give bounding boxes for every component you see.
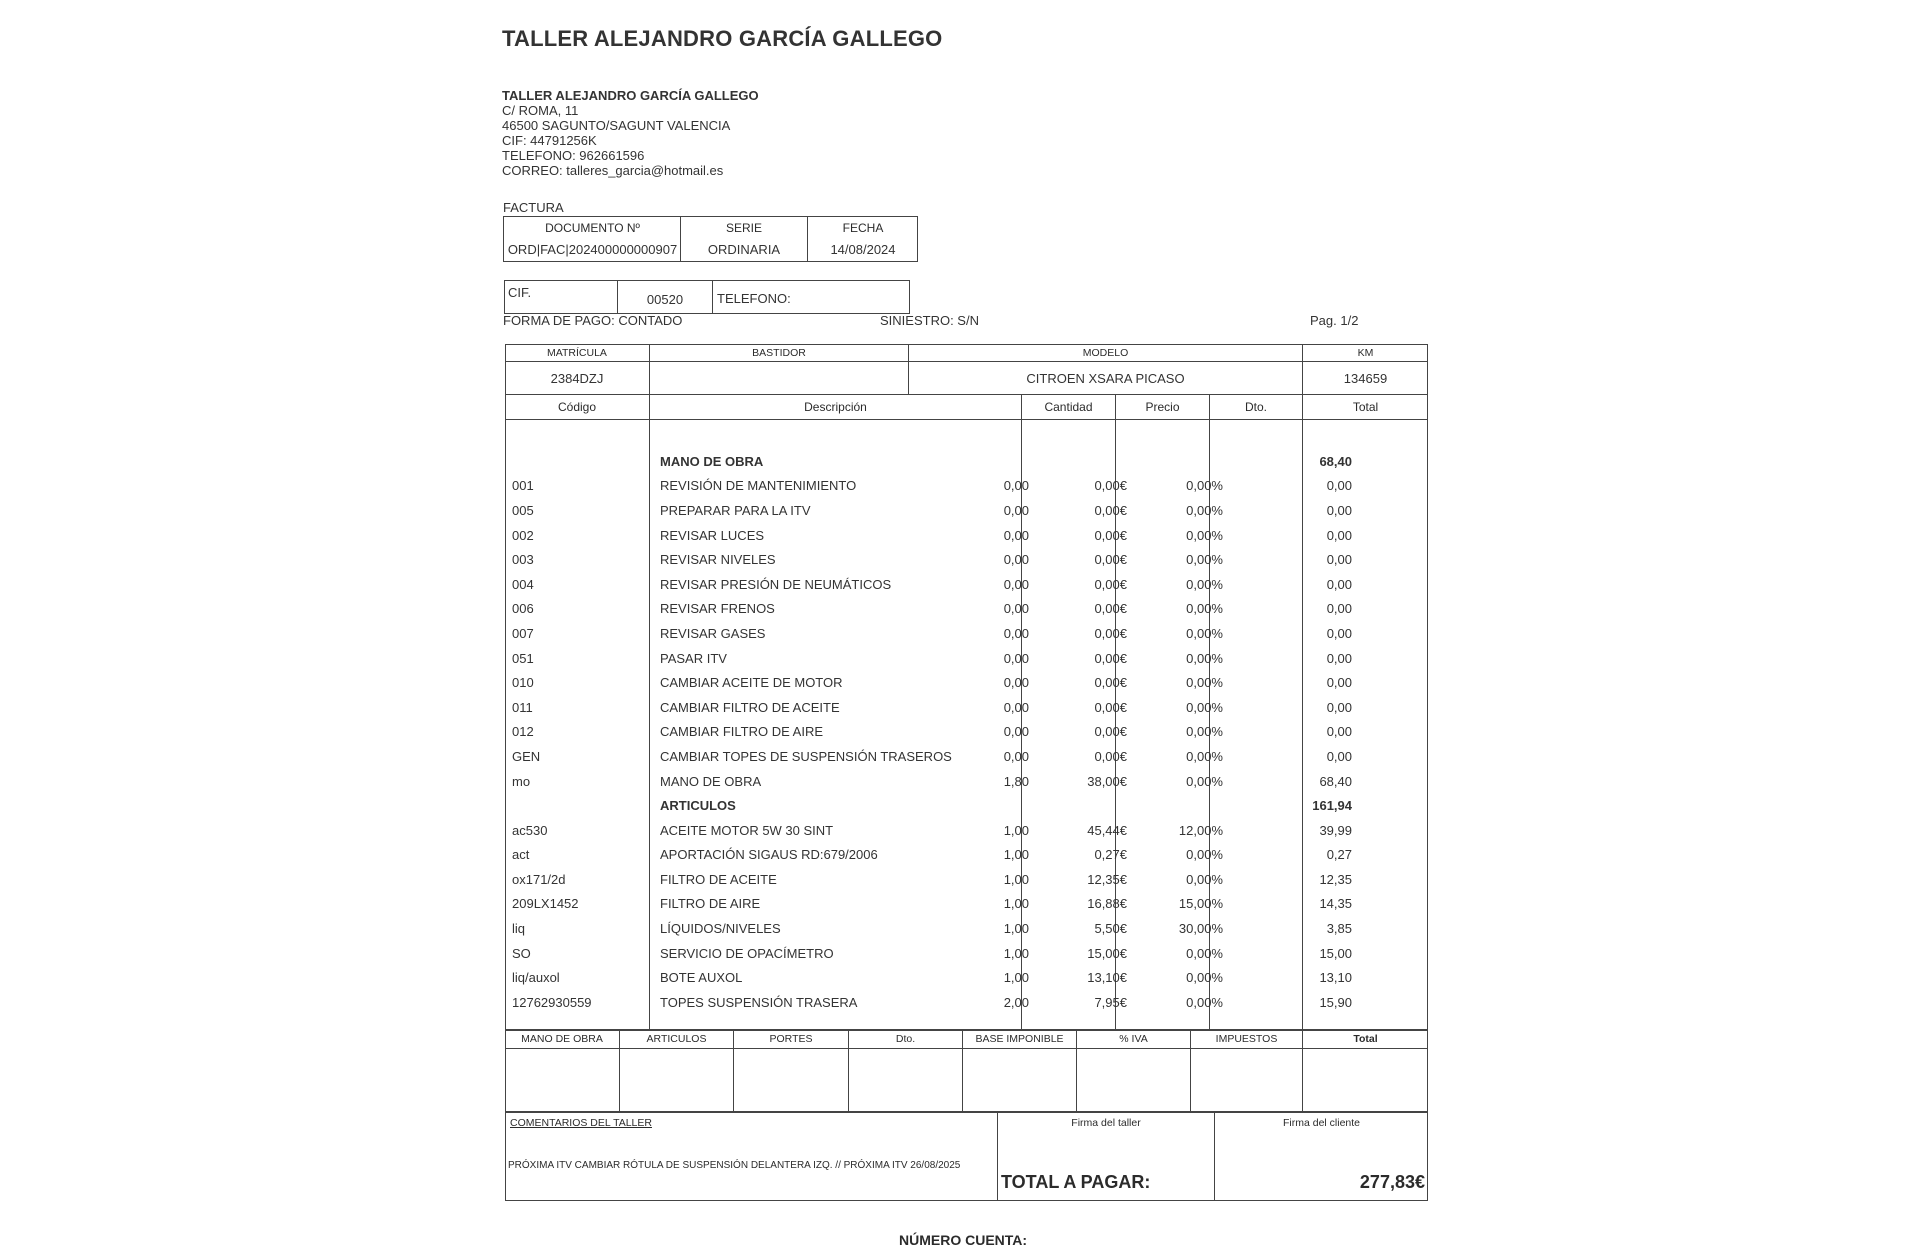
table-row	[507, 621, 1356, 646]
item-discount	[1131, 449, 1227, 474]
account-number-label: NÚMERO CUENTA:	[899, 1232, 1028, 1248]
item-code: mo	[512, 773, 531, 789]
table-row	[507, 990, 1356, 1015]
item-quantity: 2,00	[1003, 994, 1029, 1010]
table-row	[507, 474, 1356, 499]
km-value: 134659	[1343, 371, 1388, 386]
item-code	[507, 449, 655, 474]
item-description: APORTACIÓN SIGAUS RD:679/2006	[660, 847, 878, 863]
table-row	[507, 720, 1356, 745]
item-quantity: 0,00	[1003, 502, 1029, 518]
sum-dto: Dto.	[895, 1033, 916, 1045]
item-description: BOTE AUXOL	[660, 970, 743, 986]
item-price: 16,88€	[1087, 896, 1127, 912]
item-total: 13,10	[1319, 970, 1352, 986]
item-quantity: 0,00	[1003, 527, 1029, 543]
table-row	[507, 941, 1356, 966]
item-total: 0,00	[1326, 552, 1352, 568]
item-total: 0,00	[1326, 576, 1352, 592]
page-title: TALLER ALEJANDRO GARCÍA GALLEGO	[502, 26, 943, 51]
item-description: PREPARAR PARA LA ITV	[660, 502, 811, 518]
item-quantity: 1,00	[1003, 847, 1029, 863]
item-price: 0,00€	[1094, 650, 1127, 666]
km-header: KM	[1357, 347, 1374, 359]
item-code: 002	[512, 527, 534, 543]
section-row	[507, 793, 1356, 818]
table-row	[507, 597, 1356, 622]
item-code: 010	[512, 675, 534, 691]
item-code: act	[512, 847, 530, 863]
col-precio: Precio	[1145, 400, 1180, 414]
item-discount: 0,00%	[1186, 994, 1223, 1010]
item-total: 0,00	[1326, 502, 1352, 518]
item-total: 0,27	[1326, 847, 1352, 863]
item-total: 0,00	[1326, 527, 1352, 543]
item-price: 38,00€	[1087, 773, 1127, 789]
matricula-header: MATRÍCULA	[547, 347, 607, 359]
item-code: 005	[512, 502, 534, 518]
item-discount: 0,00%	[1186, 699, 1223, 715]
modelo-header: MODELO	[1082, 347, 1129, 359]
item-quantity: 1,80	[1003, 773, 1029, 789]
item-quantity: 0,00	[1003, 650, 1029, 666]
item-code: liq/auxol	[512, 970, 560, 986]
total-due-label: TOTAL A PAGAR:	[1001, 1172, 1151, 1192]
item-total: 0,00	[1326, 748, 1352, 764]
table-row	[507, 769, 1356, 794]
item-price	[1033, 449, 1131, 474]
table-row	[507, 744, 1356, 769]
item-code: 001	[512, 478, 534, 494]
item-description: FILTRO DE AIRE	[660, 896, 761, 912]
total-due-value: 277,83€	[1359, 1172, 1425, 1192]
item-total: 0,00	[1326, 478, 1352, 494]
payment-method: FORMA DE PAGO: CONTADO	[503, 313, 683, 328]
page-number: Pag. 1/2	[1310, 313, 1359, 328]
table-row	[507, 818, 1356, 843]
company-name: TALLER ALEJANDRO GARCÍA GALLEGO	[502, 88, 759, 103]
sum-mano-obra: MANO DE OBRA	[521, 1033, 603, 1045]
item-description: SERVICIO DE OPACÍMETRO	[660, 945, 834, 961]
client-cif-label: CIF.	[508, 285, 532, 300]
fecha-value: 14/08/2024	[830, 242, 896, 257]
item-discount: 0,00%	[1186, 625, 1223, 641]
item-price: 0,00€	[1094, 576, 1127, 592]
item-total: 15,90	[1319, 994, 1352, 1010]
sum-iva: % IVA	[1119, 1033, 1148, 1045]
table-row	[507, 892, 1356, 917]
modelo-value: CITROEN XSARA PICASO	[1026, 371, 1185, 386]
item-description: FILTRO DE ACEITE	[660, 871, 777, 887]
company-address	[502, 88, 759, 178]
table-row	[507, 523, 1356, 548]
item-price	[1033, 793, 1131, 818]
doc-number-value: ORD|FAC|202400000000907	[507, 242, 678, 257]
table-row	[507, 572, 1356, 597]
item-quantity: 1,00	[1003, 822, 1029, 838]
item-quantity	[955, 793, 1033, 818]
workshop-comment: PRÓXIMA ITV CAMBIAR RÓTULA DE SUSPENSIÓN DELANTERA IZQ. // PRÓXIMA ITV 26/08/2025	[508, 1160, 961, 1171]
item-discount: 12,00%	[1178, 822, 1223, 838]
item-total: 161,94	[1312, 798, 1352, 814]
item-code: 003	[512, 552, 534, 568]
item-price: 15,00€	[1087, 945, 1127, 961]
item-code: 12762930559	[512, 994, 592, 1010]
sum-articulos: ARTICULOS	[646, 1033, 707, 1045]
item-quantity: 1,00	[1003, 945, 1029, 961]
table-row	[507, 867, 1356, 892]
table-row	[507, 498, 1356, 523]
item-total: 0,00	[1326, 724, 1352, 740]
item-discount: 0,00%	[1186, 945, 1223, 961]
item-quantity: 1,00	[1003, 871, 1029, 887]
item-code: 051	[512, 650, 534, 666]
item-total: 0,00	[1326, 699, 1352, 715]
item-price: 5,50€	[1094, 921, 1127, 937]
item-description: CAMBIAR TOPES DE SUSPENSIÓN TRASEROS	[660, 748, 952, 764]
item-quantity: 0,00	[1003, 748, 1029, 764]
col-cantidad: Cantidad	[1044, 400, 1093, 414]
item-description: MANO DE OBRA	[660, 773, 762, 789]
item-description: REVISIÓN DE MANTENIMIENTO	[660, 478, 857, 494]
item-description: REVISAR LUCES	[660, 527, 765, 543]
item-quantity: 0,00	[1003, 552, 1029, 568]
bastidor-header: BASTIDOR	[752, 347, 806, 359]
item-code: 007	[512, 625, 534, 641]
item-code: 006	[512, 601, 534, 617]
item-discount: 15,00%	[1178, 896, 1223, 912]
item-discount: 0,00%	[1186, 552, 1223, 568]
item-total: 0,00	[1326, 650, 1352, 666]
items-body	[507, 449, 1356, 1015]
item-description: REVISAR PRESIÓN DE NEUMÁTICOS	[660, 576, 892, 592]
item-discount: 0,00%	[1186, 675, 1223, 691]
item-code: 011	[512, 699, 533, 715]
sum-base: BASE IMPONIBLE	[975, 1033, 1064, 1045]
item-price: 0,00€	[1094, 601, 1127, 617]
item-price: 0,00€	[1094, 527, 1127, 543]
claim-number: SINIESTRO: S/N	[880, 313, 979, 328]
col-codigo: Código	[557, 400, 597, 414]
item-quantity: 0,00	[1003, 601, 1029, 617]
table-row	[507, 965, 1356, 990]
table-row	[507, 695, 1356, 720]
item-description: REVISAR NIVELES	[660, 552, 776, 568]
item-quantity: 0,00	[1003, 625, 1029, 641]
item-discount: 0,00%	[1186, 970, 1223, 986]
col-descripcion: Descripción	[804, 400, 867, 414]
item-discount: 0,00%	[1186, 724, 1223, 740]
item-total: 0,00	[1326, 601, 1352, 617]
item-total: 12,35	[1319, 871, 1352, 887]
sum-impuestos: IMPUESTOS	[1215, 1033, 1278, 1045]
workshop-signature-label: Firma del taller	[1071, 1117, 1141, 1129]
item-quantity: 0,00	[1003, 675, 1029, 691]
invoice-label: FACTURA	[503, 200, 564, 215]
item-total: 15,00	[1319, 945, 1352, 961]
item-code: GEN	[512, 748, 541, 764]
item-description: MANO DE OBRA	[660, 453, 764, 469]
item-code: 012	[512, 724, 534, 740]
item-total: 68,40	[1319, 773, 1352, 789]
item-discount: 30,00%	[1178, 921, 1223, 937]
item-discount: 0,00%	[1186, 478, 1223, 494]
item-quantity: 0,00	[1003, 699, 1029, 715]
item-price: 0,00€	[1094, 625, 1127, 641]
company-city: 46500 SAGUNTO/SAGUNT VALENCIA	[502, 118, 731, 133]
table-row	[507, 670, 1356, 695]
matricula-value: 2384DZJ	[550, 371, 604, 386]
comments-label: COMENTARIOS DEL TALLER	[510, 1117, 652, 1129]
table-row	[507, 547, 1356, 572]
item-code: liq	[512, 921, 526, 937]
serie-value: ORDINARIA	[707, 242, 781, 257]
sum-total: Total	[1353, 1033, 1378, 1045]
item-description: ARTICULOS	[660, 798, 736, 814]
item-description: REVISAR FRENOS	[660, 601, 775, 617]
item-discount: 0,00%	[1186, 601, 1223, 617]
item-total: 0,00	[1326, 675, 1352, 691]
item-discount: 0,00%	[1186, 871, 1223, 887]
item-discount: 0,00%	[1186, 576, 1223, 592]
client-signature-label: Firma del cliente	[1282, 1117, 1361, 1129]
item-price: 12,35€	[1087, 871, 1127, 887]
item-description: CAMBIAR ACEITE DE MOTOR	[660, 675, 843, 691]
item-quantity: 1,00	[1003, 921, 1029, 937]
client-code: 00520	[646, 292, 684, 307]
item-code: SO	[512, 945, 531, 961]
serie-header: SERIE	[725, 221, 762, 235]
item-price: 0,00€	[1094, 724, 1127, 740]
item-discount: 0,00%	[1186, 748, 1223, 764]
item-discount: 0,00%	[1186, 650, 1223, 666]
item-code	[507, 793, 655, 818]
item-description: PASAR ITV	[660, 650, 727, 666]
item-price: 0,00€	[1094, 699, 1127, 715]
item-discount: 0,00%	[1186, 773, 1223, 789]
item-description: LÍQUIDOS/NIVELES	[660, 921, 781, 937]
table-row	[507, 843, 1356, 868]
item-total: 39,99	[1319, 822, 1352, 838]
item-price: 0,00€	[1094, 748, 1127, 764]
item-quantity: 0,00	[1003, 576, 1029, 592]
item-price: 0,00€	[1094, 675, 1127, 691]
item-price: 0,27€	[1094, 847, 1127, 863]
client-phone-label: TELEFONO:	[717, 291, 791, 306]
item-code: ac530	[512, 822, 548, 838]
item-total: 0,00	[1326, 625, 1352, 641]
item-quantity: 0,00	[1003, 478, 1029, 494]
col-total: Total	[1352, 400, 1379, 414]
item-discount	[1131, 793, 1227, 818]
item-quantity: 1,00	[1003, 896, 1029, 912]
sum-portes: PORTES	[769, 1033, 813, 1045]
company-street: C/ ROMA, 11	[502, 103, 579, 118]
item-total: 14,35	[1319, 896, 1352, 912]
item-description: REVISAR GASES	[660, 625, 766, 641]
item-discount: 0,00%	[1186, 527, 1223, 543]
table-row	[507, 646, 1356, 671]
item-price: 0,00€	[1094, 552, 1127, 568]
item-code: 004	[512, 576, 534, 592]
company-email: CORREO: talleres_garcia@hotmail.es	[502, 163, 724, 178]
fecha-header: FECHA	[842, 221, 884, 235]
item-code: ox171/2d	[512, 871, 566, 887]
item-quantity: 0,00	[1003, 724, 1029, 740]
item-price: 0,00€	[1094, 478, 1127, 494]
section-row	[507, 449, 1356, 474]
item-total: 3,85	[1326, 921, 1352, 937]
item-total: 68,40	[1319, 453, 1352, 469]
item-code: 209LX1452	[512, 896, 579, 912]
item-quantity	[955, 449, 1033, 474]
item-discount: 0,00%	[1186, 502, 1223, 518]
doc-number-header: DOCUMENTO Nº	[545, 221, 640, 235]
item-price: 0,00€	[1094, 502, 1127, 518]
item-description: CAMBIAR FILTRO DE ACEITE	[660, 699, 840, 715]
item-price: 7,95€	[1094, 994, 1127, 1010]
table-row	[507, 916, 1356, 941]
company-phone: TELEFONO: 962661596	[502, 148, 645, 163]
item-description: CAMBIAR FILTRO DE AIRE	[660, 724, 824, 740]
company-cif: CIF: 44791256K	[502, 133, 597, 148]
item-price: 45,44€	[1087, 822, 1127, 838]
item-price: 13,10€	[1087, 970, 1127, 986]
col-dto: Dto.	[1244, 400, 1267, 414]
item-description: TOPES SUSPENSIÓN TRASERA	[660, 994, 858, 1010]
item-quantity: 1,00	[1003, 970, 1029, 986]
item-discount: 0,00%	[1186, 847, 1223, 863]
item-description: ACEITE MOTOR 5W 30 SINT	[660, 822, 834, 838]
